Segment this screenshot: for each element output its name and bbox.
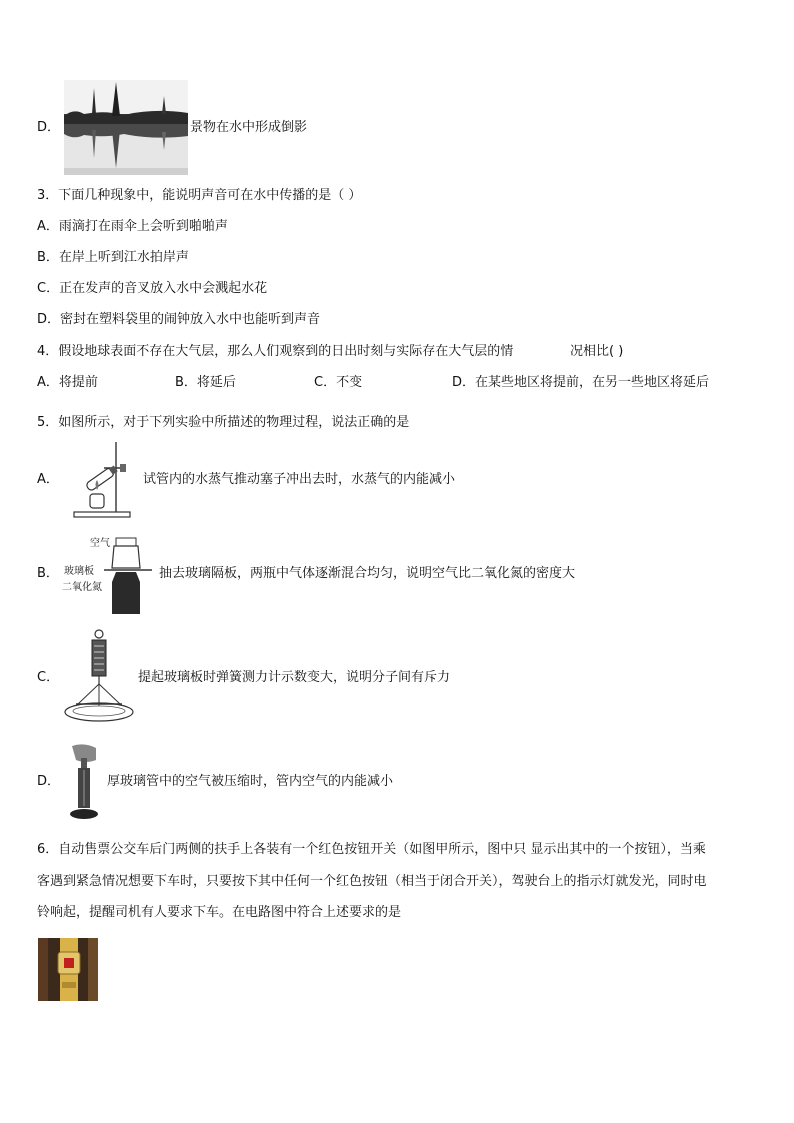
q4-option-b: B．将延后 — [175, 375, 236, 390]
q5-stem: 5．如图所示，对于下列实验中所描述的物理过程，说法正确的是 — [37, 415, 410, 430]
q5-option-a-text: 试管内的水蒸气推动塞子冲出去时，水蒸气的内能减小 — [143, 472, 456, 487]
q3-stem: 3．下面几种现象中，能说明声音可在水中传播的是（ ） — [37, 188, 362, 203]
q2-option-d-text: 景物在水中形成倒影 — [190, 120, 308, 135]
q3-option-b: B．在岸上听到江水拍岸声 — [37, 250, 189, 265]
q5-option-a-letter: A． — [37, 472, 59, 487]
q5-option-d-text: 厚玻璃管中的空气被压缩时，管内空气的内能减小 — [107, 774, 394, 789]
q2-option-d-letter: D． — [37, 120, 61, 135]
q3-option-d: D．密封在塑料袋里的闹钟放入水中也能听到声音 — [37, 312, 321, 327]
q5-option-b-letter: B． — [37, 566, 59, 581]
compressed-air-tube-figure — [66, 742, 102, 822]
q4-option-d: D．在某些地区将提前，在另一些地区将延后 — [452, 375, 710, 390]
q6-line2: 客遇到紧急情况想要下车时，只要按下其中任何一个红色按钮（相当于闭合开关），驾驶台上的指示灯就发光，同时电 — [37, 874, 707, 889]
spring-scale-glass-plate-figure — [62, 628, 138, 726]
q5-option-c-text: 提起玻璃板时弹簧测力计示数变大，说明分子间有斥力 — [138, 670, 451, 685]
q5-option-c-letter: C． — [37, 670, 60, 685]
label-nitrogen-dioxide: 二氧化氮 — [62, 582, 102, 593]
q6-line3: 铃响起，提醒司机有人要求下车。在电路图中符合上述要求的是 — [37, 905, 402, 920]
test-tube-steam-figure — [70, 438, 134, 520]
q3-option-c: C．正在发声的音叉放入水中会溅起水花 — [37, 281, 268, 296]
q6-line1: 6．自动售票公交车后门两侧的扶手上各装有一个红色按钮开关（如图甲所示，图中只 显示出其中的一个按钮），当乘 — [37, 842, 706, 857]
q4-option-c: C．不变 — [314, 375, 363, 390]
q3-option-a: A．雨滴打在雨伞上会听到啪啪声 — [37, 219, 228, 234]
q5-option-d-letter: D． — [37, 774, 61, 789]
q4-stem-part1: 4．假设地球表面不存在大气层，那么人们观察到的日出时刻与实际存在大气层的情 — [37, 344, 514, 359]
q5-option-b-text: 抽去玻璃隔板，两瓶中气体逐渐混合均匀，说明空气比二氧化氮的密度大 — [159, 566, 576, 581]
q4-stem-part2: 况相比( ) — [570, 344, 624, 359]
label-air: 空气 — [90, 538, 110, 549]
pagoda-reflection-photo — [64, 80, 188, 175]
red-button-photo — [38, 938, 98, 1001]
q4-option-a: A．将提前 — [37, 375, 98, 390]
label-glass-plate: 玻璃板 — [64, 566, 94, 577]
gas-diffusion-bottles-figure — [60, 534, 154, 618]
